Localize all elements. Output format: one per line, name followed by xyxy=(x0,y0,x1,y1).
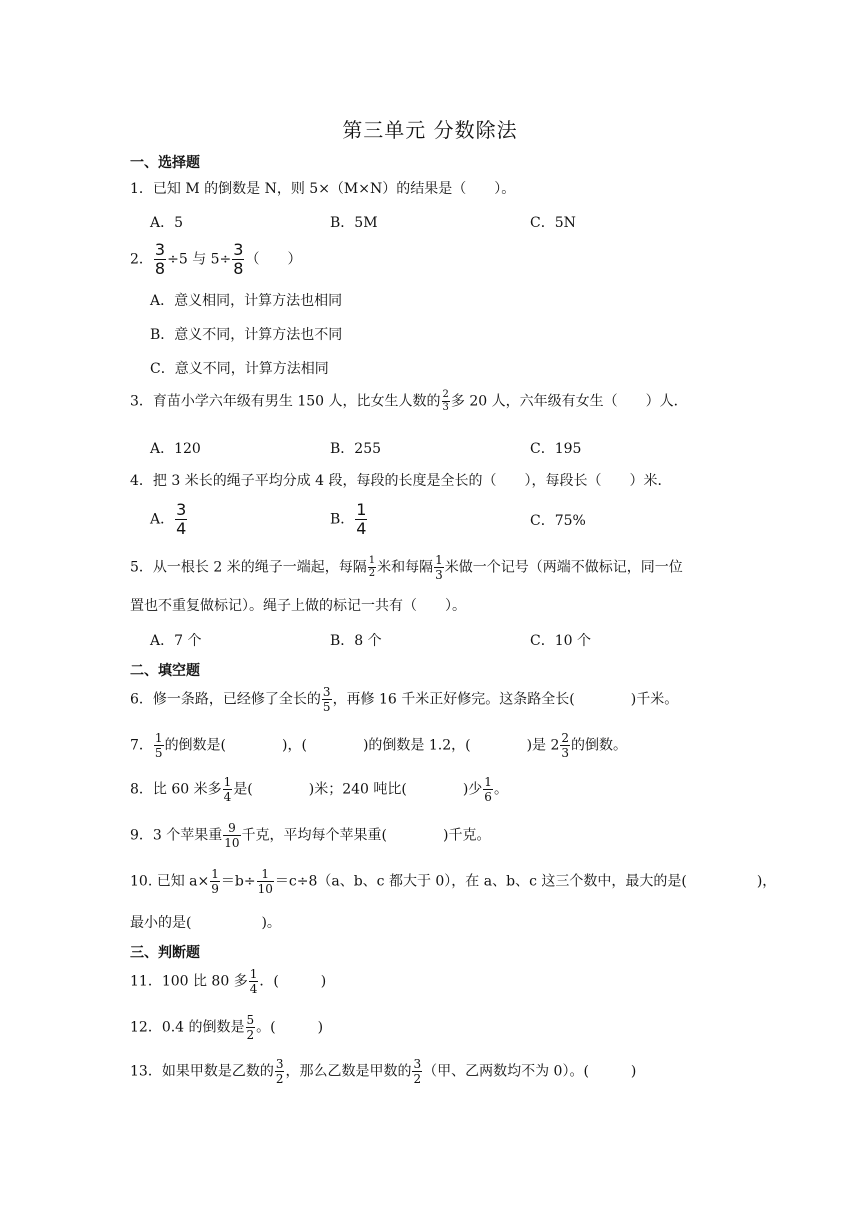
q2-fraction-1: $\frac{3}{8}$ xyxy=(154,240,166,278)
question-3: 3．育苗小学六年级有男生 150 人，比女生人数的 $\frac{2}{3}$ 多 20 人，六年级有女生（ ）人． xyxy=(130,389,688,413)
q10-fraction-2: $\frac{1}{10}$ xyxy=(257,867,273,896)
question-9: 9．3 个苹果重 $\frac{9}{10}$ 千克，平均每个苹果重( )千克。 xyxy=(130,821,491,850)
q7-fraction-1: $\frac{1}{5}$ xyxy=(154,731,163,760)
q4-option-c: C．75% xyxy=(530,513,586,529)
q7-fraction-2: $\frac{2}{3}$ xyxy=(561,731,570,760)
question-10-line-2: 最小的是( )。 xyxy=(130,915,281,931)
q1-option-b: B．5M xyxy=(330,215,378,231)
q2-tail: （ ） xyxy=(245,251,302,268)
question-2 xyxy=(130,242,301,277)
q1-option-a: A．5 xyxy=(150,215,184,231)
q5-option-c: C．10 个 xyxy=(530,633,591,649)
question-7: 7． $\frac{1}{5}$ 的倒数是( )，( )的倒数是 1.2，( )是 2 $\frac{2}{3}$ 的倒数。 xyxy=(130,731,628,760)
q2-fraction-2: $\frac{3}{8}$ xyxy=(233,240,244,278)
question-10: 10. 已知 a× $\frac{1}{9}$ ＝b÷ $\frac{1}{10}$ ＝c÷8（a、b、c 都大于 0），在 a、b、c 这三个数中，最大的是( )， xyxy=(130,867,777,896)
q3-option-b: B．255 xyxy=(330,441,382,457)
q3-option-c: C．195 xyxy=(530,441,582,457)
q13-fraction-2: $\frac{3}{2}$ xyxy=(413,1057,422,1086)
q2-option-a: A．意义相同，计算方法也相同 xyxy=(150,293,343,309)
q1-option-c: C．5N xyxy=(530,215,576,231)
q12-fraction: $\frac{5}{2}$ xyxy=(246,1013,255,1042)
question-5: 5．从一根长 2 米的绳子一端起，每隔 $\frac{1}{2}$ 米和每隔 $\frac{1}{3}$ 米做一个记号（两端不做标记，同一位 xyxy=(130,553,683,582)
section-heading-fill: 二、填空题 xyxy=(130,663,200,679)
question-8: 8．比 60 米多 $\frac{1}{4}$ 是( )米；240 吨比( )少 $\frac{1}{6}$ 。 xyxy=(130,775,508,804)
question-13: 13．如果甲数是乙数的 $\frac{3}{2}$ ，那么乙数是甲数的 $\frac{3}{2}$ （甲、乙两数均不为 0）。( ) xyxy=(130,1057,637,1086)
q5-option-b: B．8 个 xyxy=(330,633,382,649)
q6-fraction: $\frac{3}{5}$ xyxy=(322,685,331,714)
q11-fraction: $\frac{1}{4}$ xyxy=(249,967,258,996)
q13-fraction-1: $\frac{3}{2}$ xyxy=(275,1057,284,1086)
q4-option-b: B． $\frac{1}{4}$ xyxy=(330,500,367,538)
question-1: 1．已知 M 的倒数是 N，则 5×（M×N）的结果是（ ）。 xyxy=(130,181,516,197)
question-6: 6．修一条路，已经修了全长的 $\frac{3}{5}$ ，再修 16 千米正好修完。这条路全长( )千米。 xyxy=(130,685,679,714)
question-4: 4．把 3 米长的绳子平均分成 4 段，每段的长度是全长的（ ），每段长（ ）米． xyxy=(130,473,672,489)
q2-mid: ÷5 与 5÷ xyxy=(167,251,232,268)
q9-fraction: $\frac{9}{10}$ xyxy=(224,821,240,850)
question-12: 12．0.4 的倒数是 $\frac{5}{2}$ 。( ) xyxy=(130,1013,324,1042)
q2-option-c: C．意义不同，计算方法相同 xyxy=(150,361,329,377)
q4-option-a: A． $\frac{3}{4}$ xyxy=(150,500,187,538)
section-heading-choice: 一、选择题 xyxy=(130,155,200,171)
q3-fraction: $\frac{2}{3}$ xyxy=(442,389,449,413)
section-heading-judge: 三、判断题 xyxy=(130,945,200,961)
question-5-line-2: 置也不重复做标记）。绳子上做的标记一共有（ ）。 xyxy=(130,598,466,614)
q8-fraction-2: $\frac{1}{6}$ xyxy=(484,775,492,804)
page-title: 第三单元 分数除法 xyxy=(342,118,518,142)
q5-fraction-2: $\frac{1}{3}$ xyxy=(435,553,443,582)
q2-number: 2． xyxy=(130,251,153,268)
q3-option-a: A．120 xyxy=(150,441,201,457)
q5-fraction-1: $\frac{1}{2}$ xyxy=(368,555,376,579)
q2-option-b: B．意义不同，计算方法也不同 xyxy=(150,327,343,343)
question-11: 11．100 比 80 多 $\frac{1}{4}$ ．( ) xyxy=(130,967,327,996)
q8-fraction-1: $\frac{1}{4}$ xyxy=(223,775,232,804)
q5-option-a: A．7 个 xyxy=(150,633,202,649)
q10-fraction-1: $\frac{1}{9}$ xyxy=(211,867,219,896)
